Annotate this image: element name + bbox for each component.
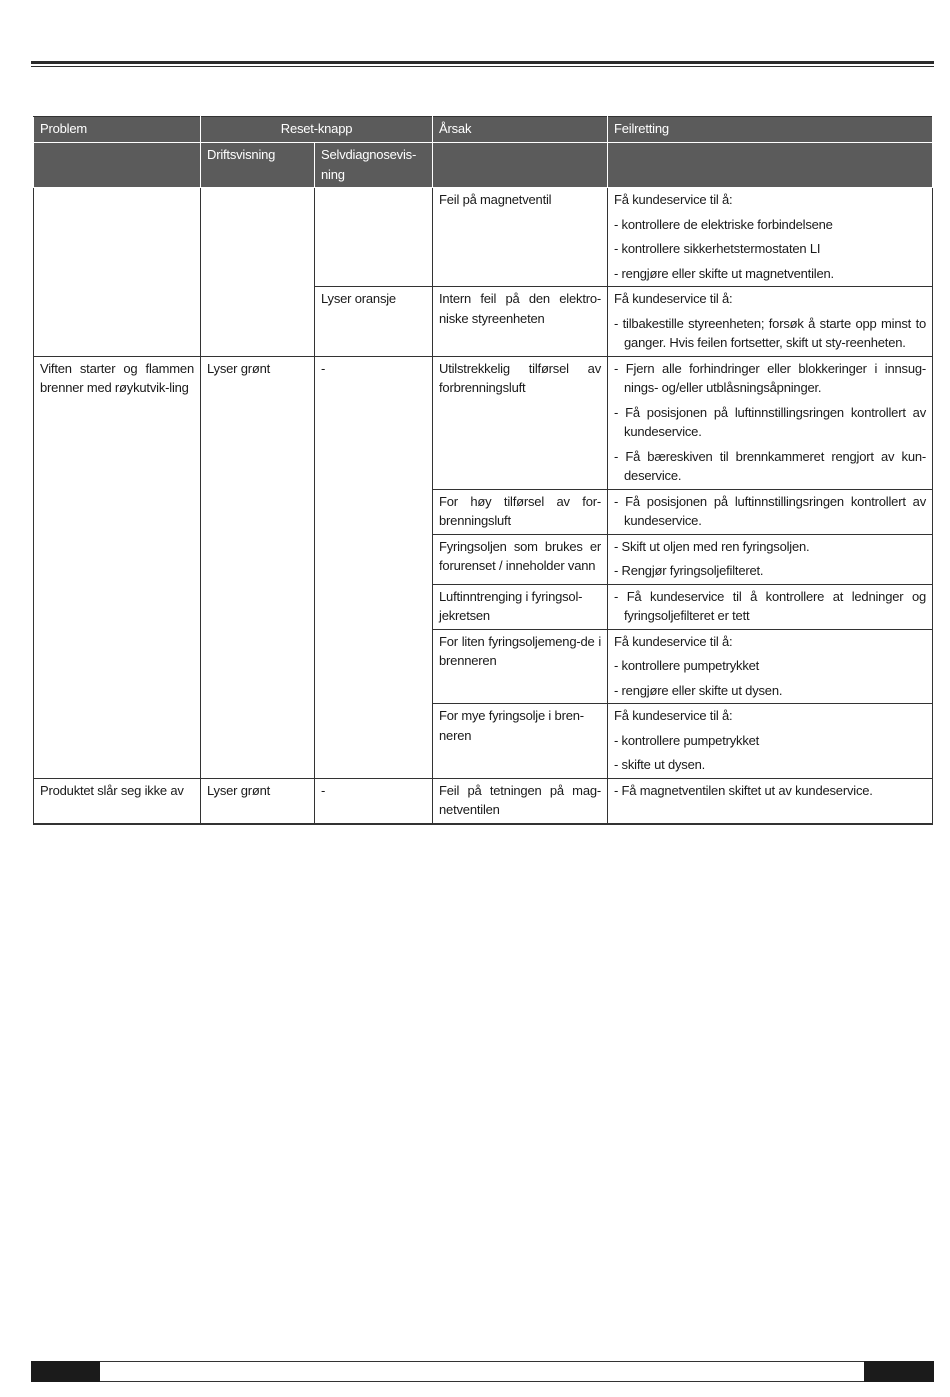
fix-line: - kontrollere de elektriske forbindelsene: [614, 216, 833, 232]
header-cause-sub: [433, 143, 608, 188]
fix-cell: [608, 584, 933, 629]
fix-line: - kontrollere pumpetrykket: [614, 658, 760, 673]
fix-cell: [608, 356, 933, 489]
header-cause: Årsak: [433, 117, 608, 143]
table-row: [34, 188, 933, 287]
fix-line: - kontrollere pumpetrykket: [614, 732, 760, 748]
fix-cell: [608, 704, 933, 779]
fix-line: - rengjøre eller skifte ut dysen.: [614, 682, 783, 698]
cause-cell: Feil på tetningen på mag-netventilen: [433, 778, 608, 824]
cause-cell: For mye fyringsolje i bren-neren: [433, 704, 608, 779]
table-row: [34, 356, 933, 489]
fix-cell: [608, 629, 933, 704]
operation-display-cell: [201, 188, 315, 357]
fix-line: - Få posisjonen på luftinnstillingsringen kontrollert av kundeservice.: [614, 493, 927, 528]
fix-line: - Få kundeservice til å kontrollere at ledninger og fyringsoljefilteret er tett: [614, 588, 927, 623]
cause-cell: For liten fyringsoljemeng-de i brenneren: [433, 629, 608, 704]
fix-cell: [608, 489, 933, 534]
cause-cell: Fyringsoljen som brukes er forurenset / inneholder vann: [433, 534, 608, 584]
problem-cell: Produktet slår seg ikke av: [34, 778, 201, 824]
fix-line: Få kundeservice til å:: [614, 192, 733, 207]
fix-line: - Få bæreskiven til brennkammeret rengjort av kun-deservice.: [614, 448, 927, 483]
fix-line: - kontrollere sikkerhetstermostaten LI: [614, 241, 821, 256]
problem-cell: [34, 188, 201, 357]
problem-cell: Viften starter og flammen brenner med røykutvik-ling: [34, 356, 201, 778]
fix-line: Få kundeservice til å:: [614, 633, 733, 649]
header-fix: Feilretting: [608, 117, 933, 143]
fix-line: - tilbakestille styreenheten; forsøk å starte opp minst to ganger. Hvis feilen fortsetter, skift ut sty-reenheten.: [614, 315, 927, 350]
footer-block-right: [864, 1361, 934, 1382]
self-diagnosis-cell: [315, 188, 433, 287]
fix-line: Få kundeservice til å:: [614, 291, 733, 306]
fix-line: Få kundeservice til å:: [614, 708, 733, 723]
self-diagnosis-cell: -: [315, 778, 433, 824]
header-rule: [31, 61, 934, 64]
header-operation-display: Driftsvisning: [201, 143, 315, 188]
operation-display-cell: Lyser grønt: [201, 356, 315, 778]
fix-line: - Få magnetventilen skiftet ut av kundeservice.: [614, 782, 873, 798]
fix-cell: [608, 534, 933, 584]
cause-cell: For høy tilførsel av for-brenningsluft: [433, 489, 608, 534]
fix-line: - skifte ut dysen.: [614, 757, 706, 772]
fix-line: - Skift ut oljen med ren fyringsoljen.: [614, 538, 810, 554]
fix-cell: [608, 778, 933, 824]
fix-cell: [608, 188, 933, 287]
footer-block-left: [31, 1361, 100, 1382]
header-problem: Problem: [34, 117, 201, 143]
header-fix-sub: [608, 143, 933, 188]
header-reset-button: Reset-knapp: [201, 117, 433, 143]
cause-cell: Intern feil på den elektro-niske styreenheten: [433, 287, 608, 357]
table-row: [34, 778, 933, 824]
header-rule-thin: [31, 66, 934, 67]
footer-bar: [100, 1361, 864, 1382]
self-diagnosis-cell: Lyser oransje: [315, 287, 433, 357]
fix-cell: [608, 287, 933, 357]
operation-display-cell: Lyser grønt: [201, 778, 315, 824]
fix-line: - Fjern alle forhindringer eller blokkeringer i innsug-nings- og/eller utblåsningsåpninger.: [614, 360, 927, 395]
cause-cell: Feil på magnetventil: [433, 188, 608, 287]
self-diagnosis-cell: -: [315, 356, 433, 778]
cause-cell: Utilstrekkelig tilførsel av forbrenningsluft: [433, 356, 608, 489]
fix-line: - rengjøre eller skifte ut magnetventilen.: [614, 265, 834, 281]
cause-cell: Luftinntrenging i fyringsol-jekretsen: [433, 584, 608, 629]
fix-line: - Få posisjonen på luftinnstillingsringen kontrollert av kundeservice.: [614, 404, 927, 439]
header-self-diagnosis: Selvdiagnosevis-ning: [315, 143, 433, 188]
fix-line: - Rengjør fyringsoljefilteret.: [614, 563, 764, 578]
header-problem-sub: [34, 143, 201, 188]
troubleshooting-table: [33, 116, 933, 825]
